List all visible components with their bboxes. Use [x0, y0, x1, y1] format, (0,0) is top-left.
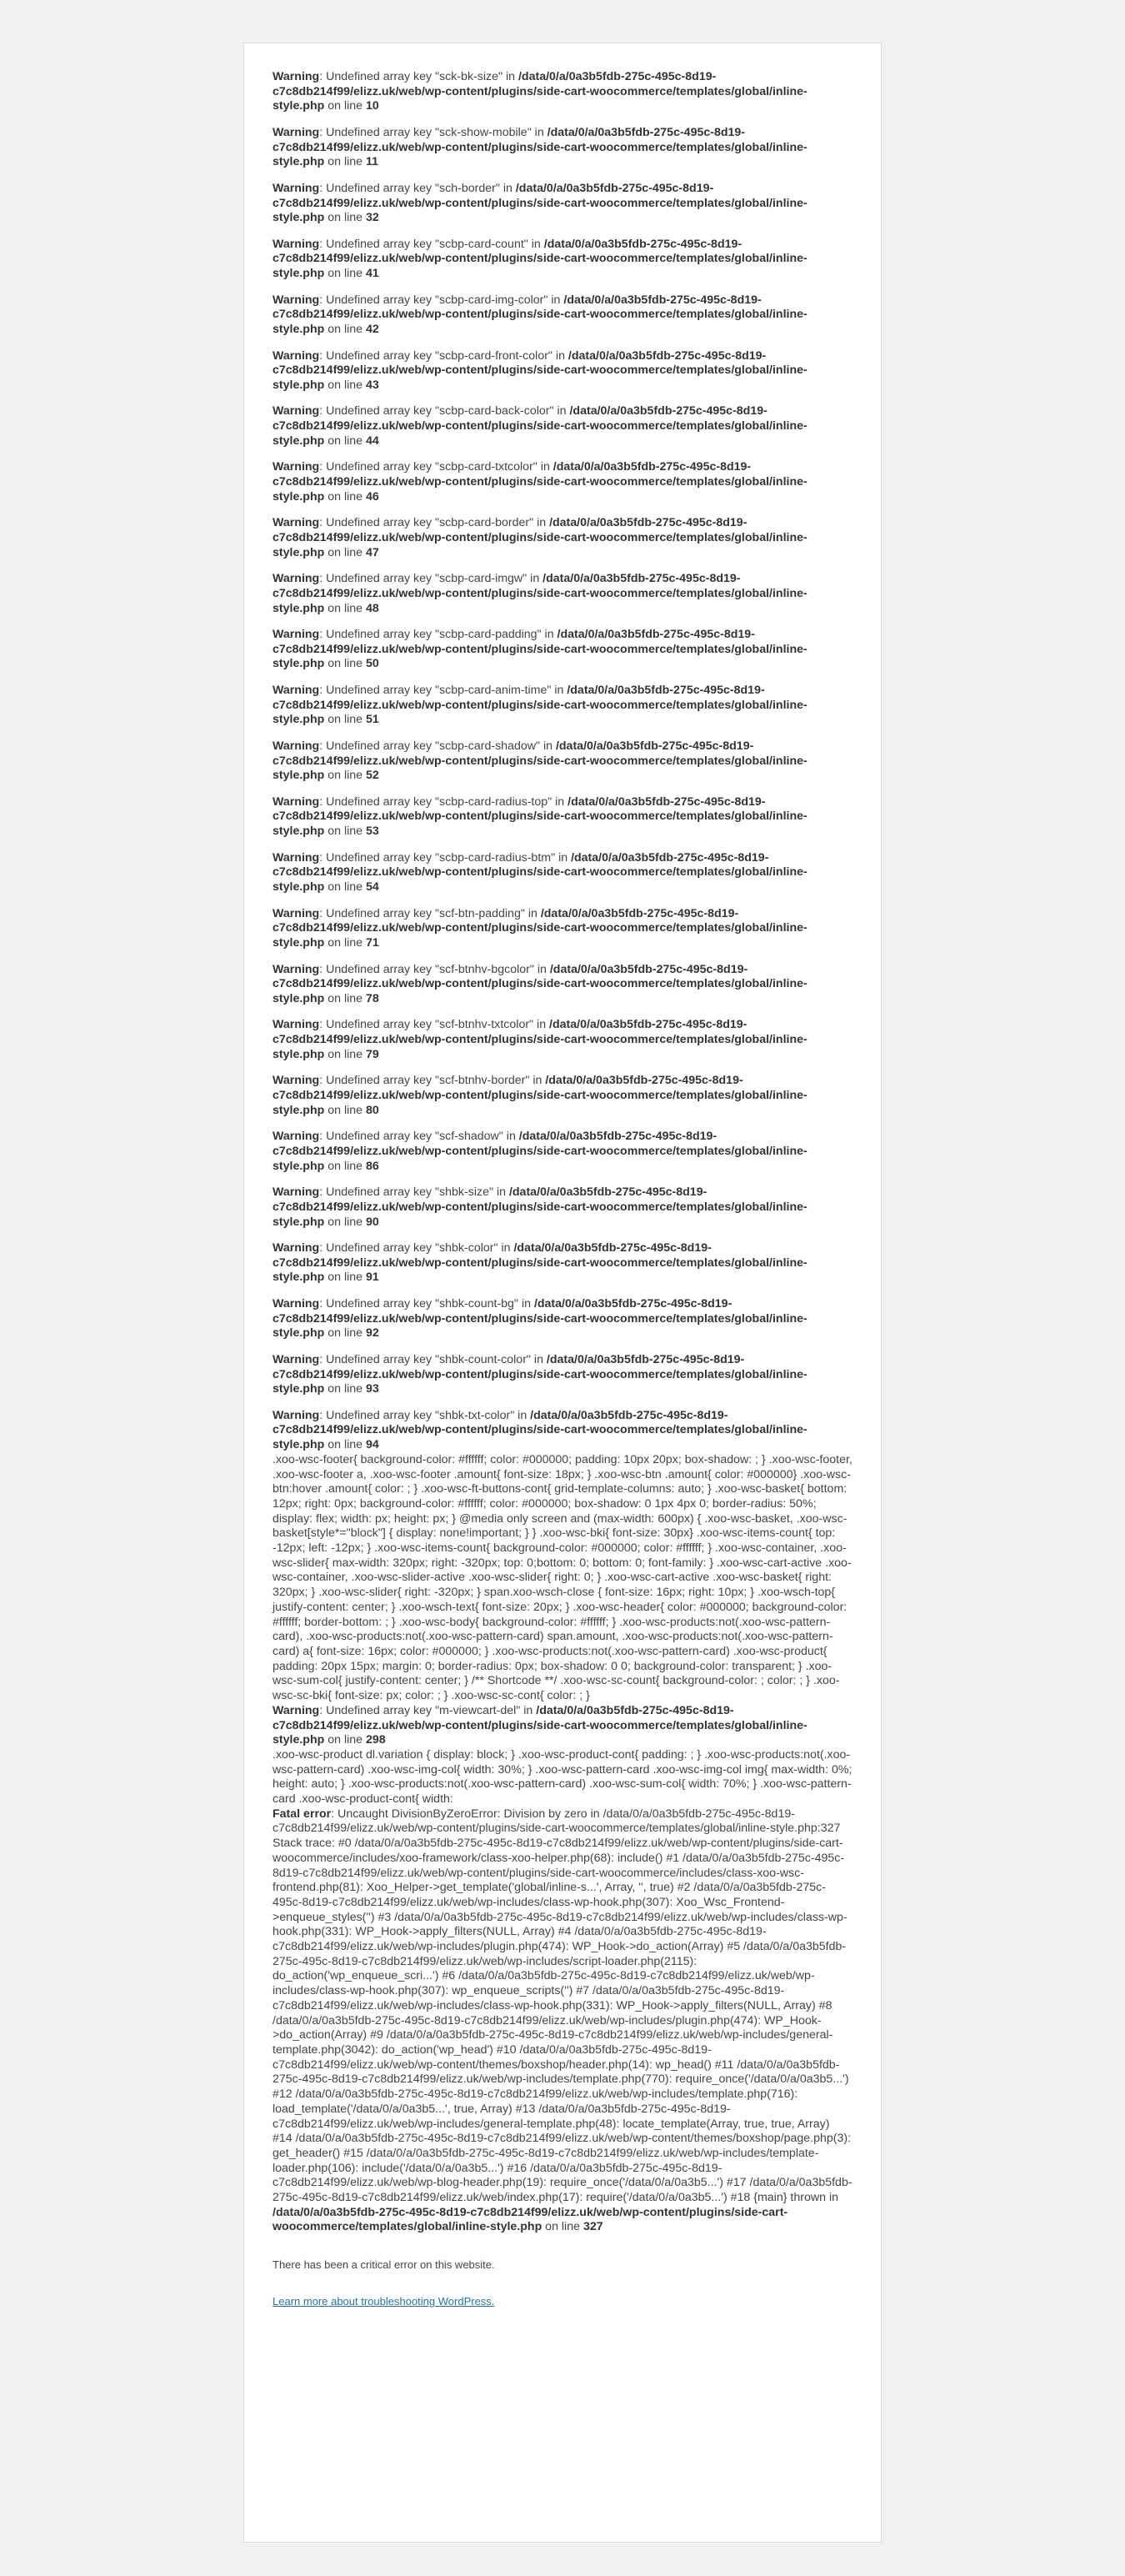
warning-label: Warning: [272, 293, 320, 307]
warning-file-path: /data/0/a/0a3b5fdb-275c-495c-8d19-c7c8db214f99/elizz.uk/web/wp-content/plugins/side-cart-woocommerce/templates/global/inline-style.php: [272, 1130, 808, 1173]
warning-label: Warning: [272, 1074, 320, 1088]
warning-label: Warning: [272, 1130, 320, 1144]
warning-label: Warning: [272, 572, 320, 586]
in-text: in: [826, 2191, 838, 2205]
warning-item: [272, 1409, 852, 1453]
warning-file-path: /data/0/a/0a3b5fdb-275c-495c-8d19-c7c8db214f99/elizz.uk/web/wp-content/plugins/side-cart-woocommerce/templates/global/inline-style.php: [272, 683, 808, 727]
warning-line-number: 51: [365, 713, 379, 727]
on-line-text: on line: [324, 991, 366, 1005]
warning-item: [272, 572, 852, 616]
on-line-text: on line: [324, 936, 366, 950]
warning-message: : Undefined array key "shbk-size": [319, 1185, 494, 1200]
warning-line-number: 90: [365, 1215, 379, 1229]
warning-line-number: 92: [365, 1326, 379, 1341]
in-text: in: [553, 404, 570, 418]
warning-label: Warning: [272, 181, 320, 195]
warning-item: [272, 516, 852, 560]
warning-file-path: /data/0/a/0a3b5fdb-275c-495c-8d19-c7c8db214f99/elizz.uk/web/wp-content/plugins/side-cart-woocommerce/templates/global/inline-style.php: [272, 181, 808, 225]
on-line-text: on line: [324, 713, 366, 727]
on-line-text: on line: [324, 769, 366, 783]
warning-file-path: /data/0/a/0a3b5fdb-275c-495c-8d19-c7c8db214f99/elizz.uk/web/wp-content/plugins/side-cart-woocommerce/templates/global/inline-style.php: [272, 348, 808, 392]
in-text: in: [518, 1296, 534, 1311]
warning-file-path: /data/0/a/0a3b5fdb-275c-495c-8d19-c7c8db214f99/elizz.uk/web/wp-content/plugins/side-cart-woocommerce/templates/global/inline-style.php: [272, 906, 808, 950]
warning-message: : Undefined array key "sch-border": [319, 181, 500, 195]
warning-label: Warning: [272, 906, 320, 920]
warning-line-number: 93: [365, 1382, 379, 1396]
in-text: in: [531, 125, 548, 139]
on-line-text: on line: [324, 880, 366, 895]
warning-file-path: /data/0/a/0a3b5fdb-275c-495c-8d19-c7c8db214f99/elizz.uk/web/wp-content/plugins/side-cart-woocommerce/templates/global/inline-style.php: [272, 125, 808, 169]
critical-error-message: There has been a critical error on this website.: [272, 2258, 495, 2272]
warning-item: [272, 739, 852, 784]
warning-message: : Undefined array key "scbp-card-img-color": [319, 293, 548, 307]
warning-item: [272, 907, 852, 951]
in-text: in: [527, 572, 543, 586]
warning-file-path: /data/0/a/0a3b5fdb-275c-495c-8d19-c7c8db214f99/elizz.uk/web/wp-content/plugins/side-cart-woocommerce/templates/global/inline-style.php: [272, 628, 808, 671]
warning-item: [272, 795, 852, 839]
in-text: in: [498, 1241, 514, 1255]
warning-item: [272, 238, 852, 282]
warning-label: Warning: [272, 962, 320, 976]
warning-file-path: /data/0/a/0a3b5fdb-275c-495c-8d19-c7c8db214f99/elizz.uk/web/wp-content/plugins/side-cart-woocommerce/templates/global/inline-style.php: [272, 962, 808, 1005]
warning-file-path: /data/0/a/0a3b5fdb-275c-495c-8d19-c7c8db214f99/elizz.uk/web/wp-content/plugins/side-cart-woocommerce/templates/global/inline-style.php: [272, 70, 808, 113]
warning-message: : Undefined array key "scbp-card-back-color": [319, 404, 554, 418]
on-line-text: on line: [324, 1103, 366, 1117]
warning-message: : Undefined array key "scf-btnhv-border": [319, 1074, 530, 1088]
warning-label: Warning: [272, 460, 320, 474]
warning-file-path: /data/0/a/0a3b5fdb-275c-495c-8d19-c7c8db214f99/elizz.uk/web/wp-content/plugins/side-cart-woocommerce/templates/global/inline-style.php: [272, 850, 808, 895]
warning-line-number: 32: [365, 211, 379, 225]
warning-line-number: 42: [365, 323, 379, 337]
on-line-text: on line: [324, 657, 366, 671]
in-text: in: [524, 906, 541, 920]
on-line-text: on line: [324, 1438, 366, 1452]
on-line-text: on line: [324, 1047, 366, 1061]
warning-label: Warning: [272, 1185, 320, 1200]
warning-line-number: 44: [365, 434, 379, 448]
in-text: in: [540, 739, 556, 753]
warning-message: : Undefined array key "scf-btnhv-bgcolor": [319, 962, 534, 976]
warning-file-path: /data/0/a/0a3b5fdb-275c-495c-8d19-c7c8db214f99/elizz.uk/web/wp-content/plugins/side-cart-woocommerce/templates/global/inline-style.php: [272, 237, 808, 281]
in-text: in: [555, 850, 572, 865]
in-text: in: [529, 1074, 546, 1088]
in-text: in: [493, 1185, 509, 1200]
warning-item: [272, 70, 852, 114]
warning-message: : Undefined array key "shbk-color": [319, 1241, 498, 1255]
in-text: in: [502, 70, 518, 83]
warning-item: [272, 1130, 852, 1174]
on-line-text: on line: [324, 434, 366, 448]
on-line-text: on line: [324, 1159, 366, 1173]
in-text: in: [551, 683, 568, 697]
learn-more-link[interactable]: Learn more about troubleshooting WordPress.: [272, 2295, 495, 2308]
warning-line-number: 11: [365, 155, 378, 169]
warning-item: [272, 1704, 852, 1748]
on-line-text: on line: [324, 267, 366, 281]
warning-message: : Undefined array key "scbp-card-count": [319, 237, 528, 251]
warning-file-path: /data/0/a/0a3b5fdb-275c-495c-8d19-c7c8db214f99/elizz.uk/web/wp-content/plugins/side-cart-woocommerce/templates/global/inline-style.php: [272, 1703, 808, 1747]
warning-line-number: 54: [365, 880, 379, 895]
warning-item: [272, 1185, 852, 1230]
warning-label: Warning: [272, 1703, 320, 1717]
warning-item: [272, 1018, 852, 1062]
warning-file-path: /data/0/a/0a3b5fdb-275c-495c-8d19-c7c8db214f99/elizz.uk/web/wp-content/plugins/side-cart-woocommerce/templates/global/inline-style.php: [272, 794, 808, 839]
warning-line-number: 52: [365, 769, 379, 783]
warning-item: [272, 1074, 852, 1118]
warning-line-number: 94: [365, 1438, 379, 1452]
warning-file-path: /data/0/a/0a3b5fdb-275c-495c-8d19-c7c8db214f99/elizz.uk/web/wp-content/plugins/side-cart-woocommerce/templates/global/inline-style.php: [272, 1018, 808, 1061]
in-text: in: [528, 237, 544, 251]
in-text: in: [552, 794, 568, 809]
inline-css-dump-2: .xoo-wsc-product dl.variation { display: block; } .xoo-wsc-product-cont{ padding: ; } .xoo-wsc-products:not(.xoo-wsc-pattern-card) .xoo-wsc-img-col{ width: 30%; } .xoo-wsc-pattern-card .xoo-wsc-img-col img{ max-width: 0%; height: auto; } .xoo-wsc-products:not(.xoo-wsc-pattern-card) .xoo-wsc-sum-col{ width: 70%; } .xoo-wsc-pattern-card .xoo-wsc-product-cont{ width:: [272, 1747, 852, 1807]
warning-item: [272, 1353, 852, 1397]
warning-item: [272, 628, 852, 672]
on-line-text: on line: [324, 378, 366, 392]
in-text: in: [499, 181, 516, 195]
in-text: in: [552, 348, 568, 363]
warning-label: Warning: [272, 739, 320, 753]
in-text: in: [548, 293, 564, 307]
warning-item: [272, 851, 852, 895]
warning-item: [272, 1297, 852, 1341]
in-text: in: [533, 962, 550, 976]
warning-message: : Undefined array key "scbp-card-front-color": [319, 348, 552, 363]
warning-file-path: /data/0/a/0a3b5fdb-275c-495c-8d19-c7c8db214f99/elizz.uk/web/wp-content/plugins/side-cart-woocommerce/templates/global/inline-style.php: [272, 572, 808, 615]
in-text: in: [530, 1352, 547, 1366]
warning-file-path: /data/0/a/0a3b5fdb-275c-495c-8d19-c7c8db214f99/elizz.uk/web/wp-content/plugins/side-cart-woocommerce/templates/global/inline-style.php: [272, 1408, 808, 1452]
on-line-text: on line: [324, 1326, 366, 1341]
warning-item: [272, 684, 852, 728]
warning-message: : Undefined array key "scbp-card-radius-top": [319, 794, 552, 809]
warning-line-number: 46: [365, 489, 379, 504]
warning-line-number: 50: [365, 657, 379, 671]
warning-message: : Undefined array key "scf-btn-padding": [319, 906, 525, 920]
in-text: in: [533, 1018, 550, 1032]
on-line-text: on line: [324, 601, 366, 615]
on-line-text: on line: [324, 1215, 366, 1229]
warning-message: : Undefined array key "shbk-count-color": [319, 1352, 531, 1366]
warning-message: : Undefined array key "scbp-card-imgw": [319, 572, 528, 586]
on-line-text: on line: [324, 99, 366, 113]
warning-label: Warning: [272, 1241, 320, 1255]
warning-file-path: /data/0/a/0a3b5fdb-275c-495c-8d19-c7c8db214f99/elizz.uk/web/wp-content/plugins/side-cart-woocommerce/templates/global/inline-style.php: [272, 1074, 808, 1117]
warning-item: [272, 349, 852, 393]
warning-item: [272, 460, 852, 504]
warning-item: [272, 126, 852, 170]
warning-line-number: 48: [365, 601, 379, 615]
warning-line-number: 80: [365, 1103, 379, 1117]
warning-line-number: 43: [365, 378, 379, 392]
warning-line-number: 53: [365, 824, 379, 839]
warning-file-path: /data/0/a/0a3b5fdb-275c-495c-8d19-c7c8db214f99/elizz.uk/web/wp-content/plugins/side-cart-woocommerce/templates/global/inline-style.php: [272, 404, 808, 448]
warning-message: : Undefined array key "scf-shadow": [319, 1130, 503, 1144]
on-line-text: on line: [324, 545, 366, 559]
warning-file-path: /data/0/a/0a3b5fdb-275c-495c-8d19-c7c8db214f99/elizz.uk/web/wp-content/plugins/side-cart-woocommerce/templates/global/inline-style.php: [272, 460, 808, 504]
on-line-text: on line: [542, 2220, 583, 2234]
fatal-message: : Uncaught DivisionByZeroError: Division by zero in /data/0/a/0a3b5fdb-275c-495c-8d19-c7c8db214f99/elizz.uk/web/wp-content/plugins/side-cart-woocommerce/templates/global/inline-style.php:327 Stack trace: #0 /data/0/a/0a3b5fdb-275c-495c-8d19-c7c8db214f99/elizz.uk/web/wp-content/plugins/side-cart-woocommerce/includes/xoo-framework/class-xoo-helper.php(68): include() #1 /data/0/a/0a3b5fdb-275c-495c-8d19-c7c8db214f99/elizz.uk/web/wp-content/plugins/side-cart-woocommerce/includes/class-xoo-wsc-frontend.php(81): Xoo_Helper->get_template('global/inline-s...', Array, '', true) #2 /data/0/a/0a3b5fdb-275c-495c-8d19-c7c8db214f99/elizz.uk/web/wp-includes/class-wp-hook.php(307): Xoo_Wsc_Frontend->enqueue_styles('') #3 /data/0/a/0a3b5fdb-275c-495c-8d19-c7c8db214f99/elizz.uk/web/wp-includes/class-wp-hook.php(331): WP_Hook->apply_filters(NULL, Array) #4 /data/0/a/0a3b5fdb-275c-495c-8d19-c7c8db214f99/elizz.uk/web/wp-includes/plugin.php(474): WP_Hook->do_action(Array) #5 /data/0/a/0a3b5fdb-275c-495c-8d19-c7c8db214f99/elizz.uk/web/wp-includes/script-loader.php(2115): do_action('wp_enqueue_scri...') #6 /data/0/a/0a3b5fdb-275c-495c-8d19-c7c8db214f99/elizz.uk/web/wp-includes/class-wp-hook.php(307): wp_enqueue_scripts('') #7 /data/0/a/0a3b5fdb-275c-495c-8d19-c7c8db214f99/elizz.uk/web/wp-includes/class-wp-hook.php(331): WP_Hook->apply_filters(NULL, Array) #8 /data/0/a/0a3b5fdb-275c-495c-8d19-c7c8db214f99/elizz.uk/web/wp-includes/plugin.php(474): WP_Hook->do_action(Array) #9 /data/0/a/0a3b5fdb-275c-495c-8d19-c7c8db214f99/elizz.uk/web/wp-includes/general-template.php(3042): do_action('wp_head') #10 /data/0/a/0a3b5fdb-275c-495c-8d19-c7c8db214f99/elizz.uk/web/wp-content/themes/boxshop/header.php(14): wp_head() #11 /data/0/a/0a3b5fdb-275c-495c-8d19-c7c8db214f99/elizz.uk/web/wp-includes/template.php(770): require_once('/data/0/a/0a3b5...') #12 /data/0/a/0a3b5fdb-275c-495c-8d19-c7c8db214f99/elizz.uk/web/wp-includes/template.php(716): load_template('/data/0/a/0a3b5...', true, Array) #13 /data/0/a/0a3b5fdb-275c-495c-8d19-c7c8db214f99/elizz.uk/web/wp-includes/general-template.php(48): locate_template(Array, true, true, Array) #14 /data/0/a/0a3b5fdb-275c-495c-8d19-c7c8db214f99/elizz.uk/web/wp-content/themes/boxshop/page.php(3): get_header() #15 /data/0/a/0a3b5fdb-275c-495c-8d19-c7c8db214f99/elizz.uk/web/wp-includes/template-loader.php(106): include('/data/0/a/0a3b5...') #16 /data/0/a/0a3b5fdb-275c-495c-8d19-c7c8db214f99/elizz.uk/web/wp-blog-header.php(19): require_once('/data/0/a/0a3b5...') #17 /data/0/a/0a3b5fdb-275c-495c-8d19-c7c8db214f99/elizz.uk/web/index.php(17): require('/data/0/a/0a3b5...') #18 {main} thrown: [272, 1807, 852, 2205]
in-text: in: [541, 628, 558, 642]
warning-file-path: /data/0/a/0a3b5fdb-275c-495c-8d19-c7c8db214f99/elizz.uk/web/wp-content/plugins/side-cart-woocommerce/templates/global/inline-style.php: [272, 1185, 808, 1229]
fatal-error: [272, 1807, 852, 2235]
warning-message: : Undefined array key "m-viewcart-del": [319, 1703, 521, 1717]
on-line-text: on line: [324, 323, 366, 337]
warning-message: : Undefined array key "scbp-card-txtcolor": [319, 460, 538, 474]
on-line-text: on line: [324, 824, 366, 839]
warning-label: Warning: [272, 1408, 320, 1422]
inline-css-dump: .xoo-wsc-footer{ background-color: #ffffff; color: #000000; padding: 10px 20px; box-shadow: ; } .xoo-wsc-footer, .xoo-wsc-footer a, .xoo-wsc-footer .amount{ font-size: 18px; } .xoo-wsc-btn .amount{ color: #000000} .xoo-wsc-btn:hover .amount{ color: ; } .xoo-wsc-ft-buttons-cont{ grid-template-columns: auto; } .xoo-wsc-basket{ bottom: 12px; right: 0px; background-color: #ffffff; color: #000000; box-shadow: 0 1px 4px 0; border-radius: 50%; display: flex; width: px; height: px; } @media only screen and (max-width: 600px) { .xoo-wsc-basket, .xoo-wsc-basket[style*="block"] { display: none!important; } } .xoo-wsc-bki{ font-size: 30px} .xoo-wsc-items-count{ top: -12px; left: -12px; } .xoo-wsc-items-count{ background-color: #000000; color: #ffffff; } .xoo-wsc-container, .xoo-wsc-slider{ max-width: 320px; right: -320px; top: 0;bottom: 0; bottom: 0; font-family: } .xoo-wsc-cart-active .xoo-wsc-container, .xoo-wsc-slider-active .xoo-wsc-slider{ right: 0; } .xoo-wsc-cart-active .xoo-wsc-basket{ right: 320px; } .xoo-wsc-slider{ right: -320px; } span.xoo-wsch-close { font-size: 16px; right: 10px; } .xoo-wsch-top{ justify-content: center; } .xoo-wsch-text{ font-size: 20px; } .xoo-wsc-header{ color: #000000; background-color: #ffffff; border-bottom: ; } .xoo-wsc-body{ background-color: #ffffff; } .xoo-wsc-products:not(.xoo-wsc-pattern-card), .xoo-wsc-products:not(.xoo-wsc-pattern-card) span.amount, .xoo-wsc-products:not(.xoo-wsc-pattern-card) a{ font-size: 16px; color: #000000; } .xoo-wsc-products:not(.xoo-wsc-pattern-card) .xoo-wsc-product{ padding: 20px 15px; margin: 0; border-radius: 0px; box-shadow: 0 0; background-color: transparent; } .xoo-wsc-sum-col{ justify-content: center; } /** Shortcode **/ .xoo-wsc-sc-count{ background-color: ; color: ; } .xoo-wsc-sc-bki{ font-size: px; color: ; } .xoo-wsc-sc-cont{ color: ; }: [272, 1452, 852, 1703]
warning-message: : Undefined array key "scbp-card-padding": [319, 628, 542, 642]
fatal-label: Fatal error: [272, 1807, 332, 1821]
warning-line-number: 41: [365, 267, 379, 281]
fatal-file-path: /data/0/a/0a3b5fdb-275c-495c-8d19-c7c8db214f99/elizz.uk/web/wp-content/plugins/side-cart-woocommerce/templates/global/inline-style.php: [272, 2205, 788, 2234]
warning-label: Warning: [272, 1352, 320, 1366]
in-text: in: [520, 1703, 537, 1717]
warning-label: Warning: [272, 516, 320, 530]
warning-file-path: /data/0/a/0a3b5fdb-275c-495c-8d19-c7c8db214f99/elizz.uk/web/wp-content/plugins/side-cart-woocommerce/templates/global/inline-style.php: [272, 516, 808, 559]
warning-message: : Undefined array key "shbk-txt-color": [319, 1408, 515, 1422]
warnings-list: [272, 70, 852, 1453]
warning-message: : Undefined array key "shbk-count-bg": [319, 1296, 518, 1311]
warning-file-path: /data/0/a/0a3b5fdb-275c-495c-8d19-c7c8db214f99/elizz.uk/web/wp-content/plugins/side-cart-woocommerce/templates/global/inline-style.php: [272, 1296, 808, 1341]
warning-file-path: /data/0/a/0a3b5fdb-275c-495c-8d19-c7c8db214f99/elizz.uk/web/wp-content/plugins/side-cart-woocommerce/templates/global/inline-style.php: [272, 1352, 808, 1396]
warning-message: : Undefined array key "scbp-card-border": [319, 516, 534, 530]
warning-item: [272, 1241, 852, 1285]
warning-label: Warning: [272, 1018, 320, 1032]
in-text: in: [537, 460, 553, 474]
warning-file-path: /data/0/a/0a3b5fdb-275c-495c-8d19-c7c8db214f99/elizz.uk/web/wp-content/plugins/side-cart-woocommerce/templates/global/inline-style.php: [272, 739, 808, 783]
warning-label: Warning: [272, 628, 320, 642]
warning-line-number: 71: [365, 936, 379, 950]
warning-message: : Undefined array key "scbp-card-radius-btm": [319, 850, 556, 865]
warning-line-number: 78: [365, 991, 379, 1005]
warning-line-number: 86: [365, 1159, 379, 1173]
fatal-line-number: 327: [582, 2220, 603, 2234]
warning-item: [272, 404, 852, 449]
in-text: in: [502, 1130, 519, 1144]
warning-label: Warning: [272, 70, 320, 83]
warning-line-number: 10: [365, 99, 379, 113]
warning-line-number: 298: [365, 1733, 386, 1747]
warning-label: Warning: [272, 237, 320, 251]
warning-message: : Undefined array key "scbp-card-anim-time": [319, 683, 552, 697]
on-line-text: on line: [324, 1270, 366, 1285]
warning-label: Warning: [272, 850, 320, 865]
on-line-text: on line: [324, 155, 366, 169]
on-line-text: on line: [324, 489, 366, 504]
warning-label: Warning: [272, 1296, 320, 1311]
warning-file-path: /data/0/a/0a3b5fdb-275c-495c-8d19-c7c8db214f99/elizz.uk/web/wp-content/plugins/side-cart-woocommerce/templates/global/inline-style.php: [272, 293, 808, 337]
on-line-text: on line: [324, 211, 366, 225]
warning-message: : Undefined array key "scf-btnhv-txtcolor": [319, 1018, 534, 1032]
warning-line-number: 79: [365, 1047, 379, 1061]
warning-label: Warning: [272, 794, 320, 809]
warning-message: : Undefined array key "sck-show-mobile": [319, 125, 532, 139]
warning-label: Warning: [272, 683, 320, 697]
warning-message: : Undefined array key "scbp-card-shadow": [319, 739, 541, 753]
warning-item: [272, 182, 852, 226]
on-line-text: on line: [324, 1733, 366, 1747]
in-text: in: [533, 516, 550, 530]
warning-label: Warning: [272, 125, 320, 139]
warning-item: [272, 963, 852, 1007]
in-text: in: [514, 1408, 531, 1422]
warning-label: Warning: [272, 348, 320, 363]
warning-file-path: /data/0/a/0a3b5fdb-275c-495c-8d19-c7c8db214f99/elizz.uk/web/wp-content/plugins/side-cart-woocommerce/templates/global/inline-style.php: [272, 1241, 808, 1285]
warning-item: [272, 293, 852, 338]
warning-line-number: 91: [365, 1270, 379, 1285]
on-line-text: on line: [324, 1382, 366, 1396]
warning-label: Warning: [272, 404, 320, 418]
error-page-container: [243, 43, 882, 2543]
warning-line-number: 47: [365, 545, 379, 559]
warning-message: : Undefined array key "sck-bk-size": [319, 70, 503, 83]
